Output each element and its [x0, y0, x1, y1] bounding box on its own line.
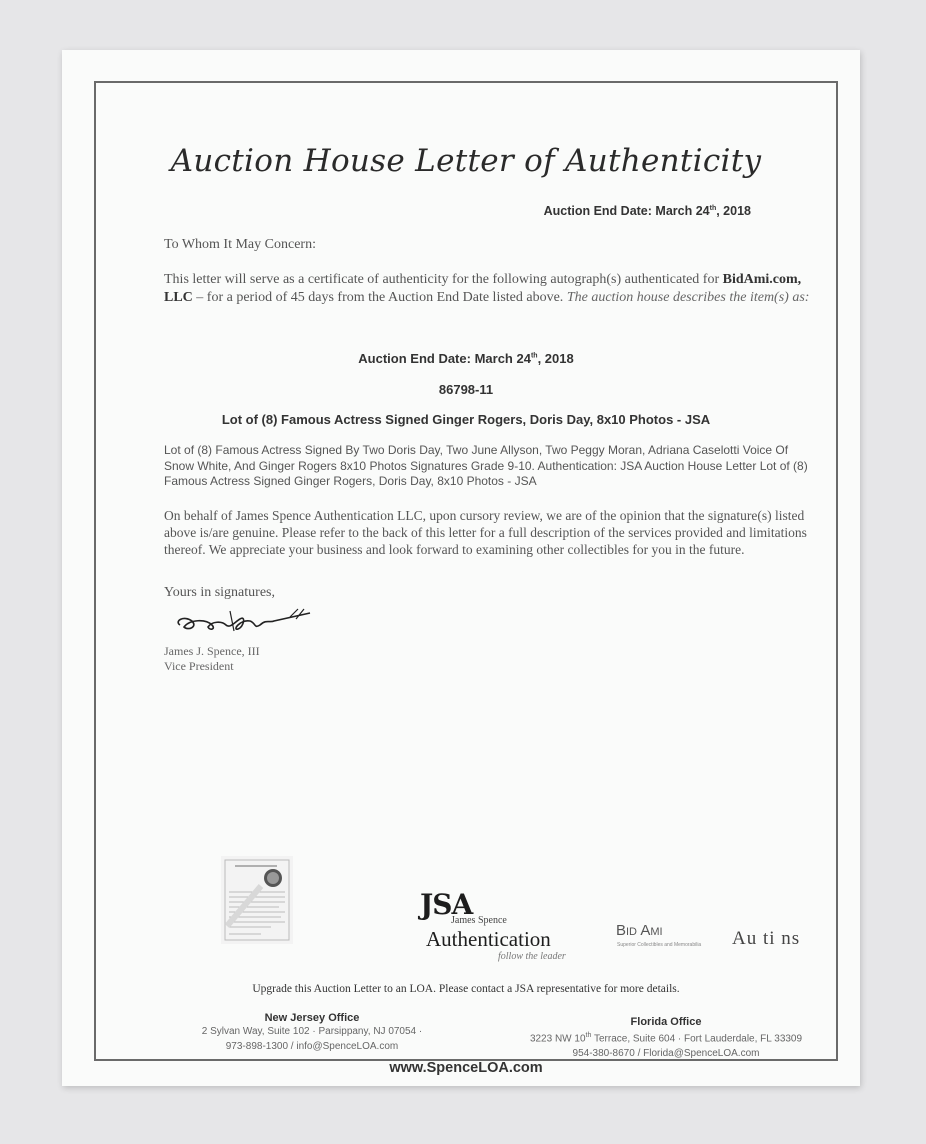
letter-paper	[62, 50, 860, 1086]
intro-text: This letter will serve as a certificate of authenticity for the following autograph(s) authenticated for	[164, 272, 720, 287]
jsa-authentication: Authentication	[426, 927, 551, 951]
signer-name: James J. Spence, III	[164, 644, 260, 658]
auction-end-date: March 24	[655, 204, 710, 218]
auction-end-suffix: th	[709, 204, 717, 212]
intro-paragraph	[164, 271, 814, 307]
fl-address-b: Terrace, Suite 604 · Fort Lauderdale, FL 33309	[591, 1033, 803, 1045]
jsa-mark: JSA	[420, 888, 473, 921]
new-jersey-office	[192, 1012, 432, 1054]
bidami-auctions: Au ti ns	[732, 928, 801, 949]
florida-office	[526, 1016, 806, 1061]
auction-end-suffix-center: th	[530, 352, 538, 360]
greeting: To Whom It May Concern:	[164, 237, 316, 252]
bidami-tagline: Superior Collectibles and Memorabilia	[617, 942, 702, 948]
intro-italic: The auction house describes the item(s) as:	[566, 290, 810, 305]
auction-end-year: , 2018	[716, 204, 751, 218]
lot-number: 86798-11	[438, 382, 494, 397]
bidami-name: Bid Ami	[616, 922, 663, 939]
fl-office-title: Florida Office	[630, 1016, 702, 1028]
closing-line: Yours in signatures,	[164, 585, 275, 600]
bidami-logo	[614, 917, 814, 957]
signature-image	[170, 607, 320, 642]
nj-office-address: 2 Sylvan Way, Suite 102 · Parsippany, NJ 07054 ·	[201, 1026, 423, 1037]
fl-address-a: 3223 NW 10	[529, 1033, 586, 1045]
fl-office-contact: 954-380-8670 / Florida@SpenceLOA.com	[572, 1048, 760, 1060]
auction-end-year-center: , 2018	[537, 351, 574, 366]
intro-text-2: – for a period of 45 days from the Auction End Date listed above.	[192, 290, 567, 305]
letter-border-frame	[94, 81, 838, 1076]
letter-title: Auction House Letter of Authenticity	[170, 143, 762, 179]
intro-company: BidAmi.com, LLC	[164, 272, 802, 305]
fl-address-sup: th	[585, 1032, 592, 1039]
auction-end-date-center-value: March 24	[474, 351, 531, 366]
jsa-logo	[420, 888, 580, 962]
auction-end-label-center: Auction End Date:	[358, 351, 471, 366]
signer-title: Vice President	[164, 659, 234, 673]
lot-title: Lot of (8) Famous Actress Signed Ginger Rogers, Doris Day, 8x10 Photos - JSA	[221, 412, 711, 427]
opinion-paragraph: On behalf of James Spence Authentication LLC, upon cursory review, we are of the opinion that the signature(s) listed above is/are genuine. Please refer to the back of this letter for a full description of the services provided and limitations thereof. We appreciate your business and look forward to examining other collectibles for you in the future.	[164, 508, 807, 557]
nj-office-title: New Jersey Office	[264, 1012, 360, 1024]
jsa-tagline: follow the leader	[498, 951, 566, 962]
upgrade-notice: Upgrade this Auction Letter to an LOA. Please contact a JSA representative for more details.	[252, 983, 680, 995]
jsa-name: James Spence	[451, 915, 507, 926]
sample-certificate-thumbnail	[221, 856, 293, 944]
auction-end-date-center	[96, 351, 836, 366]
auction-end-date-header	[544, 204, 751, 218]
fl-office-address	[526, 1028, 806, 1046]
signer-block	[164, 644, 260, 674]
lot-description: Lot of (8) Famous Actress Signed By Two Doris Day, Two June Allyson, Two Peggy Moran, Adriana Caselotti Voice Of Snow White, And Ginger Rogers 8x10 Photos Signatures Grade 9-10. Authentication: JSA Auction House Letter Lot of (8) Famous Actress Signed Ginger Rogers, Doris Day, 8x10 Photos - JSA	[164, 443, 808, 488]
nj-office-contact: 973-898-1300 / info@SpenceLOA.com	[225, 1041, 399, 1052]
website-link[interactable]: www.SpenceLOA.com	[389, 1060, 543, 1076]
auction-end-label: Auction End Date:	[543, 204, 652, 218]
